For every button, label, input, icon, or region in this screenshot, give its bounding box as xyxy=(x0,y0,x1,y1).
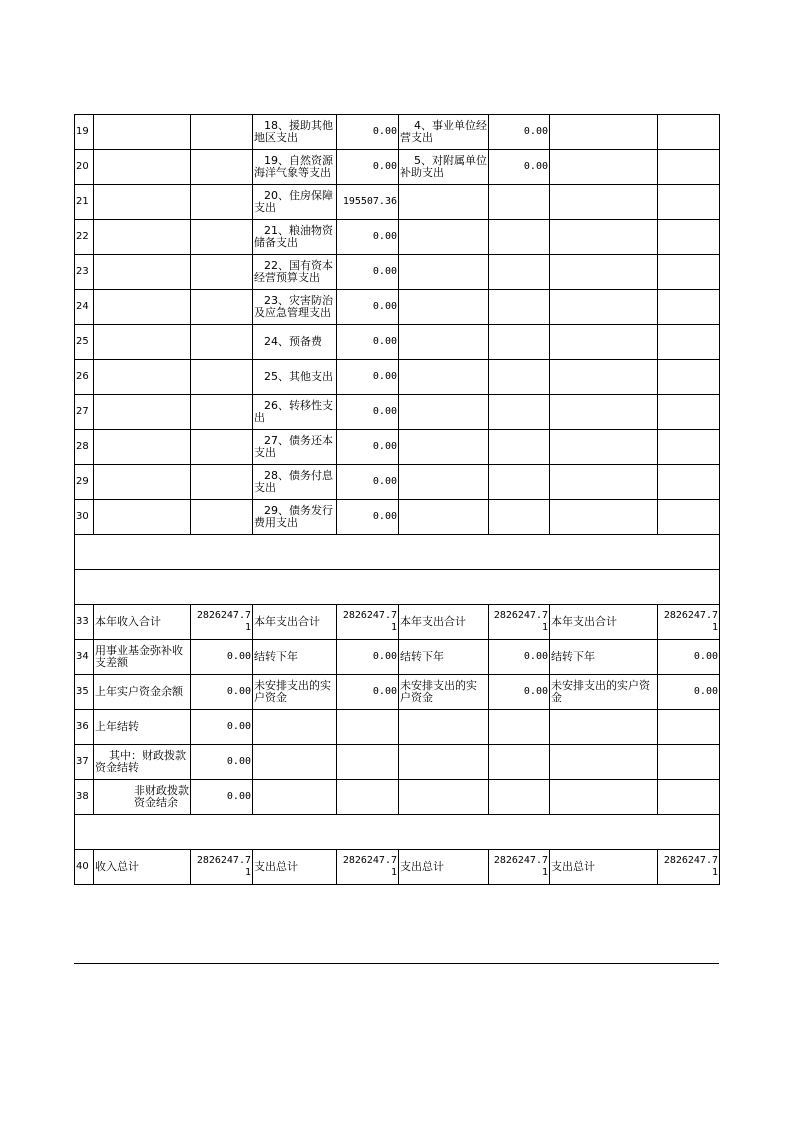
expense-item: 21、粮油物资储备支出 xyxy=(253,220,337,255)
expense-item-3 xyxy=(550,500,658,535)
expense-item-3 xyxy=(550,395,658,430)
expense-item-2 xyxy=(399,220,489,255)
expense-amount-3: 2826247.71 xyxy=(658,605,720,640)
expense-amount xyxy=(337,745,399,780)
expense-amount-3 xyxy=(658,360,720,395)
income-amount xyxy=(191,395,253,430)
income-amount xyxy=(191,325,253,360)
expense-amount-2 xyxy=(489,780,550,815)
table-row xyxy=(75,290,720,325)
expense-amount-2 xyxy=(489,325,550,360)
income-amount xyxy=(191,185,253,220)
expense-item-3 xyxy=(550,745,658,780)
blank-cell xyxy=(75,815,720,850)
expense-amount-2 xyxy=(489,290,550,325)
income-item xyxy=(94,220,191,255)
income-amount xyxy=(191,150,253,185)
table-row xyxy=(75,115,720,150)
expense-item xyxy=(253,780,337,815)
expense-item-2 xyxy=(399,290,489,325)
income-item xyxy=(94,395,191,430)
expense-item-3 xyxy=(550,325,658,360)
income-item: 上年结转 xyxy=(94,710,191,745)
expense-item: 22、国有资本经营预算支出 xyxy=(253,255,337,290)
row-number: 24 xyxy=(75,290,94,325)
expense-item-2 xyxy=(399,360,489,395)
expense-total-amount-2: 2826247.71 xyxy=(489,850,550,885)
table-row xyxy=(75,185,720,220)
table-row xyxy=(75,325,720,360)
expense-item-2: 结转下年 xyxy=(399,640,489,675)
expense-amount: 0.00 xyxy=(337,220,399,255)
expense-amount-2 xyxy=(489,500,550,535)
row-number: 25 xyxy=(75,325,94,360)
row-number: 35 xyxy=(75,675,94,710)
expense-item-2 xyxy=(399,185,489,220)
expense-item-3 xyxy=(550,710,658,745)
table-row xyxy=(75,430,720,465)
table-row xyxy=(75,745,720,780)
expense-amount-3 xyxy=(658,150,720,185)
expense-item-3 xyxy=(550,255,658,290)
income-amount xyxy=(191,500,253,535)
blank-cell xyxy=(75,570,720,605)
table-row xyxy=(75,395,720,430)
income-total-amount: 2826247.71 xyxy=(191,850,253,885)
row-number: 36 xyxy=(75,710,94,745)
expense-item-2 xyxy=(399,395,489,430)
blank-row xyxy=(75,535,720,570)
expense-amount: 2826247.71 xyxy=(337,605,399,640)
expense-total-amount: 2826247.71 xyxy=(337,850,399,885)
row-number: 26 xyxy=(75,360,94,395)
row-number: 21 xyxy=(75,185,94,220)
income-item xyxy=(94,500,191,535)
income-item xyxy=(94,150,191,185)
income-amount xyxy=(191,255,253,290)
table-row xyxy=(75,220,720,255)
expense-amount: 0.00 xyxy=(337,465,399,500)
expense-total-label-3: 支出总计 xyxy=(550,850,658,885)
expense-amount-2: 2826247.71 xyxy=(489,605,550,640)
expense-amount: 0.00 xyxy=(337,255,399,290)
income-item: 其中：财政拨款资金结转 xyxy=(94,745,191,780)
row-number: 19 xyxy=(75,115,94,150)
expense-amount-2 xyxy=(489,465,550,500)
expense-amount-2: 0.00 xyxy=(489,675,550,710)
expense-item: 27、债务还本支出 xyxy=(253,430,337,465)
grand-total-row xyxy=(75,850,720,885)
expense-item-3 xyxy=(550,150,658,185)
income-amount: 0.00 xyxy=(191,780,253,815)
expense-amount-2 xyxy=(489,710,550,745)
row-number: 23 xyxy=(75,255,94,290)
income-item xyxy=(94,185,191,220)
expense-item: 结转下年 xyxy=(253,640,337,675)
income-item: 非财政拨款资金结余 xyxy=(94,780,191,815)
expense-item-3 xyxy=(550,780,658,815)
expense-item-3: 本年支出合计 xyxy=(550,605,658,640)
table-row xyxy=(75,500,720,535)
income-item: 用事业基金弥补收支差额 xyxy=(94,640,191,675)
expense-item-2 xyxy=(399,465,489,500)
income-amount: 0.00 xyxy=(191,745,253,780)
income-amount: 0.00 xyxy=(191,675,253,710)
expense-item-2: 本年支出合计 xyxy=(399,605,489,640)
expense-item-3 xyxy=(550,220,658,255)
expense-item-3 xyxy=(550,465,658,500)
expense-item-2 xyxy=(399,745,489,780)
expense-amount-2 xyxy=(489,185,550,220)
row-number: 40 xyxy=(75,850,94,885)
expense-amount: 0.00 xyxy=(337,640,399,675)
expense-amount: 0.00 xyxy=(337,115,399,150)
expense-amount: 0.00 xyxy=(337,395,399,430)
table-row xyxy=(75,675,720,710)
income-item xyxy=(94,115,191,150)
expense-item: 本年支出合计 xyxy=(253,605,337,640)
expense-amount: 0.00 xyxy=(337,675,399,710)
expense-amount-2 xyxy=(489,395,550,430)
expense-item: 20、住房保障支出 xyxy=(253,185,337,220)
expense-item: 未安排支出的实户资金 xyxy=(253,675,337,710)
row-number: 27 xyxy=(75,395,94,430)
expense-amount-2 xyxy=(489,360,550,395)
income-amount xyxy=(191,360,253,395)
expense-item: 23、灾害防治及应急管理支出 xyxy=(253,290,337,325)
expense-item-2 xyxy=(399,430,489,465)
income-total-label: 收入总计 xyxy=(94,850,191,885)
row-number: 33 xyxy=(75,605,94,640)
expense-item-3 xyxy=(550,290,658,325)
expense-amount-2: 0.00 xyxy=(489,150,550,185)
blank-row xyxy=(75,570,720,605)
row-number: 34 xyxy=(75,640,94,675)
expense-amount-3 xyxy=(658,325,720,360)
expense-amount-3 xyxy=(658,255,720,290)
expense-item xyxy=(253,710,337,745)
footer-rule xyxy=(74,963,719,964)
expense-amount-3 xyxy=(658,745,720,780)
table-row xyxy=(75,780,720,815)
expense-amount: 0.00 xyxy=(337,430,399,465)
row-number: 22 xyxy=(75,220,94,255)
income-item xyxy=(94,255,191,290)
expense-item-3 xyxy=(550,115,658,150)
expense-amount-2: 0.00 xyxy=(489,640,550,675)
income-amount: 0.00 xyxy=(191,640,253,675)
income-amount xyxy=(191,290,253,325)
blank-cell xyxy=(75,535,720,570)
expense-amount-3 xyxy=(658,430,720,465)
income-item: 上年实户资金余额 xyxy=(94,675,191,710)
expense-amount-3 xyxy=(658,465,720,500)
expense-item-2: 未安排支出的实户资金 xyxy=(399,675,489,710)
expense-amount-3 xyxy=(658,780,720,815)
row-number: 37 xyxy=(75,745,94,780)
table-row xyxy=(75,605,720,640)
expense-amount: 0.00 xyxy=(337,150,399,185)
row-number: 20 xyxy=(75,150,94,185)
income-item xyxy=(94,290,191,325)
expense-item-2: 4、事业单位经营支出 xyxy=(399,115,489,150)
income-amount: 2826247.71 xyxy=(191,605,253,640)
income-item xyxy=(94,465,191,500)
expense-amount-3 xyxy=(658,220,720,255)
expense-amount: 0.00 xyxy=(337,325,399,360)
expense-item-2 xyxy=(399,710,489,745)
income-amount xyxy=(191,465,253,500)
expense-item: 28、债务付息支出 xyxy=(253,465,337,500)
expense-item xyxy=(253,745,337,780)
row-number: 28 xyxy=(75,430,94,465)
expense-item-3 xyxy=(550,430,658,465)
row-number: 29 xyxy=(75,465,94,500)
expense-item-2 xyxy=(399,780,489,815)
expense-item: 25、其他支出 xyxy=(253,360,337,395)
income-item xyxy=(94,325,191,360)
budget-table xyxy=(74,114,720,885)
expense-amount: 195507.36 xyxy=(337,185,399,220)
expense-amount-3 xyxy=(658,115,720,150)
expense-item: 24、预备费 xyxy=(253,325,337,360)
expense-amount-2 xyxy=(489,255,550,290)
income-amount xyxy=(191,115,253,150)
income-item xyxy=(94,360,191,395)
expense-total-label: 支出总计 xyxy=(253,850,337,885)
row-number: 30 xyxy=(75,500,94,535)
expense-amount-3 xyxy=(658,710,720,745)
expense-amount xyxy=(337,780,399,815)
expense-item-2 xyxy=(399,325,489,360)
income-amount xyxy=(191,430,253,465)
blank-row xyxy=(75,815,720,850)
expense-amount-2 xyxy=(489,430,550,465)
expense-amount-3 xyxy=(658,185,720,220)
table-row xyxy=(75,255,720,290)
expense-amount-3 xyxy=(658,500,720,535)
expense-item-3 xyxy=(550,360,658,395)
expense-item-2: 5、对附属单位补助支出 xyxy=(399,150,489,185)
expense-amount: 0.00 xyxy=(337,290,399,325)
income-item xyxy=(94,430,191,465)
expense-amount-3: 0.00 xyxy=(658,640,720,675)
expense-item-2 xyxy=(399,255,489,290)
table-row xyxy=(75,710,720,745)
expense-item: 29、债务发行费用支出 xyxy=(253,500,337,535)
expense-total-label-2: 支出总计 xyxy=(399,850,489,885)
expense-amount-3 xyxy=(658,290,720,325)
table-row xyxy=(75,150,720,185)
expense-amount: 0.00 xyxy=(337,500,399,535)
income-amount xyxy=(191,220,253,255)
income-amount: 0.00 xyxy=(191,710,253,745)
table-row xyxy=(75,640,720,675)
expense-amount-2 xyxy=(489,745,550,780)
expense-item: 26、转移性支出 xyxy=(253,395,337,430)
expense-amount xyxy=(337,710,399,745)
row-number: 38 xyxy=(75,780,94,815)
table-row xyxy=(75,465,720,500)
expense-total-amount-3: 2826247.71 xyxy=(658,850,720,885)
expense-item-2 xyxy=(399,500,489,535)
expense-item-3: 结转下年 xyxy=(550,640,658,675)
expense-item-3 xyxy=(550,185,658,220)
expense-item-3: 未安排支出的实户资金 xyxy=(550,675,658,710)
expense-amount-3: 0.00 xyxy=(658,675,720,710)
table-row xyxy=(75,360,720,395)
income-item: 本年收入合计 xyxy=(94,605,191,640)
expense-item: 18、援助其他地区支出 xyxy=(253,115,337,150)
expense-amount-2: 0.00 xyxy=(489,115,550,150)
expense-item: 19、自然资源海洋气象等支出 xyxy=(253,150,337,185)
expense-amount-3 xyxy=(658,395,720,430)
expense-amount-2 xyxy=(489,220,550,255)
expense-amount: 0.00 xyxy=(337,360,399,395)
